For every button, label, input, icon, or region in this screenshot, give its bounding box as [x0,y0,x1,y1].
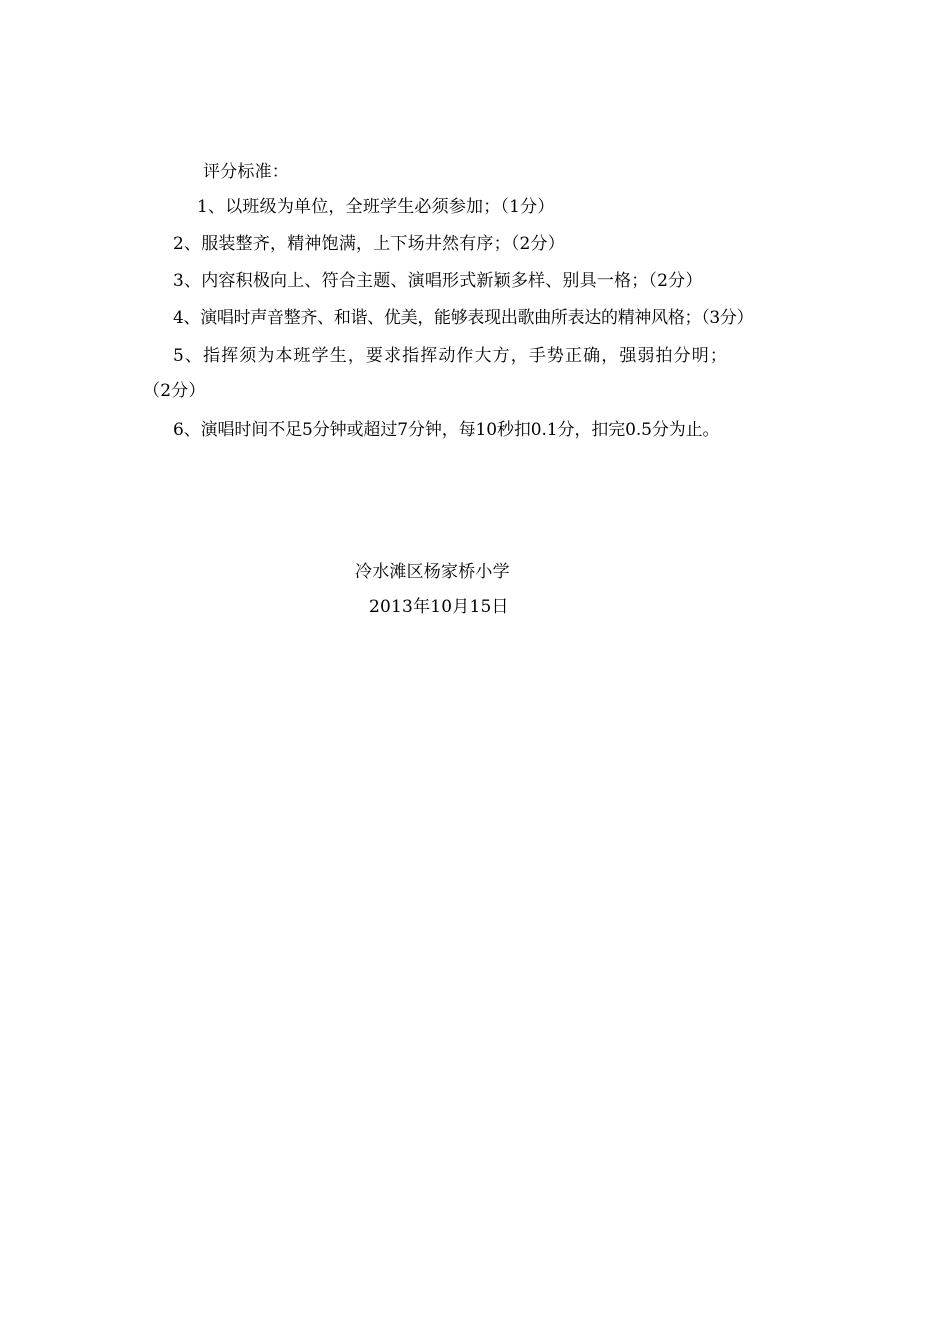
criterion-6: 6、演唱时间不足5分钟或超过7分钟，每10秒扣0.1分，扣完0.5分为止。 [173,420,720,440]
criterion-4: 4、演唱时声音整齐、和谐、优美，能够表现出歌曲所表达的精神风格；（3分） [173,308,754,328]
signature-organization: 冷水滩区杨家桥小学 [355,562,510,582]
criterion-3: 3、内容积极向上、符合主题、演唱形式新颖多样、别具一格；（2分） [173,271,703,291]
criterion-5-continuation: （2分） [143,381,206,401]
criterion-2: 2、服装整齐，精神饱满，上下场井然有序；（2分） [173,234,565,254]
scoring-criteria-heading: 评分标准： [203,162,289,182]
criterion-1: 1、以班级为单位，全班学生必须参加；（1分） [197,197,555,217]
signature-date: 2013年10月15日 [369,597,509,617]
criterion-5: 5、指挥须为本班学生，要求指挥动作大方，手势正确，强弱拍分明； [173,346,728,366]
